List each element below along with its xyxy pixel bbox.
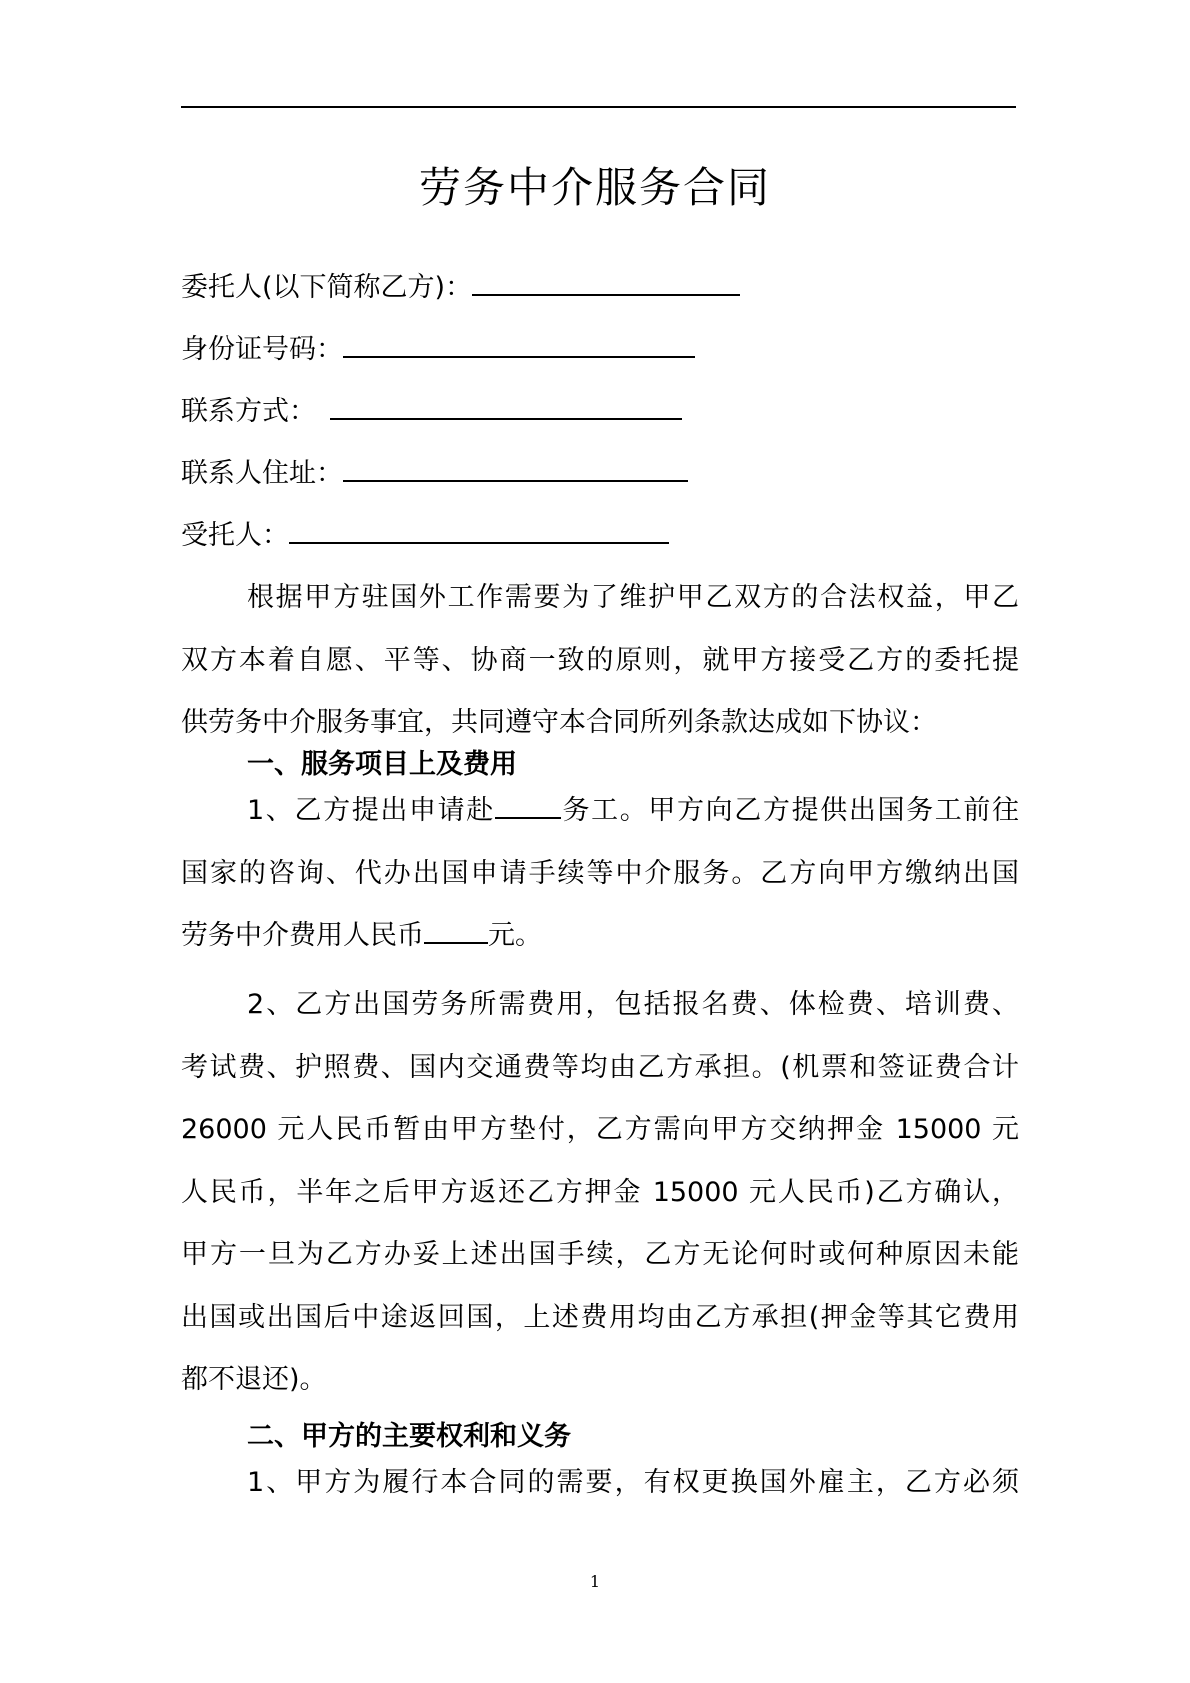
intro-line: 根据甲方驻国外工作需要为了维护甲乙双方的合法权益，甲乙 (247, 582, 1019, 613)
intro-line: 双方本着自愿、平等、协商一致的原则，就甲方接受乙方的委托提 (181, 644, 1019, 676)
item-text: 元。 (488, 920, 542, 951)
item-line: 2、乙方出国劳务所需费用，包括报名费、体检费、培训费、 (247, 989, 1019, 1020)
intro-paragraph (181, 567, 1019, 755)
item-text: 1、乙方提出申请赴 (247, 795, 495, 826)
item-text: 劳务中介费用人民币 (181, 920, 424, 951)
item-line: 26000 元人民币暂由甲方垫付，乙方需向甲方交纳押金 15000 元 (181, 1114, 1019, 1145)
item-line: 国家的咨询、代办出国申请手续等中介服务。乙方向甲方缴纳出国 (181, 857, 1019, 889)
address-blank[interactable] (343, 450, 688, 482)
item-line: 人民币，半年之后甲方返还乙方押金 15000 元人民币)乙方确认， (181, 1176, 1019, 1208)
section1-heading: 一、服务项目上及费用 (247, 749, 517, 780)
item-line: 甲方一旦为乙方办妥上述出国手续，乙方无论何时或何种原因未能 (181, 1239, 1019, 1270)
fee-blank[interactable] (424, 914, 488, 944)
item-line (181, 905, 1019, 968)
id-number-blank[interactable] (343, 326, 695, 358)
id-number-field (181, 326, 695, 370)
page-number: 1 (589, 1572, 601, 1591)
item-line: 1、甲方为履行本合同的需要，有权更换国外雇主，乙方必须 (247, 1467, 1019, 1498)
header-rule (181, 106, 1016, 108)
principal-field (181, 264, 740, 308)
contact-field (181, 388, 682, 432)
principal-blank[interactable] (472, 264, 740, 296)
id-number-label: 身份证号码： (181, 334, 343, 365)
principal-label: 委托人(以下简称乙方)： (181, 272, 473, 303)
address-field (181, 450, 688, 494)
item-text: 务工。甲方向乙方提供出国务工前往 (560, 795, 1019, 826)
agent-blank[interactable] (289, 512, 669, 544)
intro-line: 供劳务中介服务事宜，共同遵守本合同所列条款达成如下协议： (181, 707, 937, 738)
item-line (181, 780, 1019, 843)
agent-label: 受托人： (181, 520, 289, 551)
section2-item1 (181, 1452, 1019, 1515)
section1-item2 (181, 974, 1019, 1412)
section2-heading: 二、甲方的主要权利和义务 (247, 1421, 571, 1452)
destination-blank[interactable] (495, 789, 561, 819)
contact-label: 联系方式： (181, 396, 316, 427)
contact-blank[interactable] (330, 388, 682, 420)
document-title: 劳务中介服务合同 (418, 163, 771, 212)
item-line: 都不退还)。 (181, 1364, 327, 1395)
address-label: 联系人住址： (181, 458, 343, 489)
section1-item1 (181, 780, 1019, 968)
agent-field (181, 512, 669, 556)
item-line: 出国或出国后中途返回国，上述费用均由乙方承担(押金等其它费用 (181, 1301, 1019, 1333)
item-line: 考试费、护照费、国内交通费等均由乙方承担。(机票和签证费合计 (181, 1051, 1019, 1083)
